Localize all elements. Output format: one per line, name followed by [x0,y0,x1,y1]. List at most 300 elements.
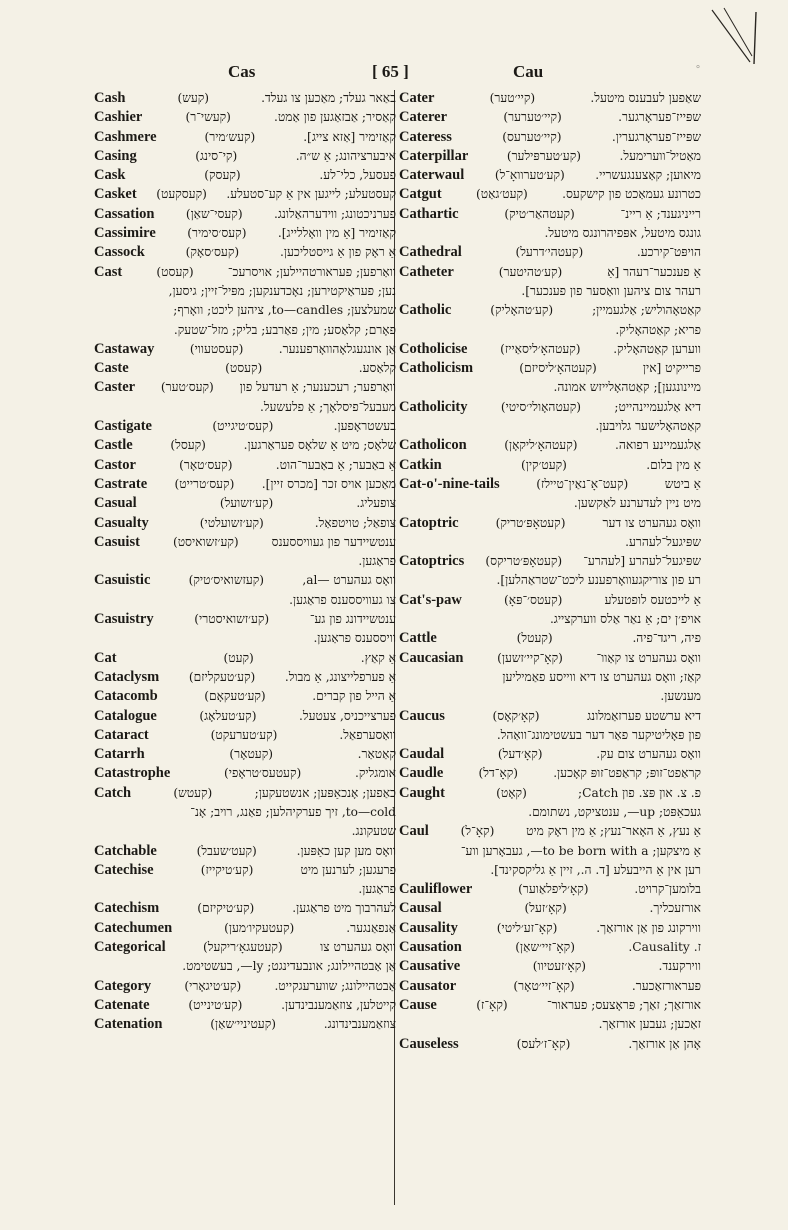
entry-headword: Catechise [94,861,154,878]
entry-definition-continued: מיט ניין לעדערנע לאַקשען. [573,496,701,511]
entry-definition-continued: קאַז; וואָס געהערט צו דיא ווייסע פאַמיליען [502,669,701,684]
entry-headword: Catholicity [399,398,468,415]
entry-definition: קאַזימיר [אַ מין וואָללייג]. [277,226,396,241]
entry-pronunciation: (קאָ׳דעל) [497,747,543,762]
dictionary-entry [399,340,701,359]
entry-first-line [94,263,396,282]
entry-definition: ענטשיידונג פון גע־ [309,612,396,627]
entry-headword: Caudle [399,765,444,782]
entry-definition-continued: אַ מיצקען; to be born with a—, געבאָרען ווע־ [460,843,701,858]
dictionary-entry [94,243,396,262]
entry-definition-continued: to—cold, זיך פערקיהלען; פאַנג, רויב; אָנ־ [190,804,396,819]
entry-headword: Cathedral [399,244,462,261]
entry-first-line [94,514,396,533]
dictionary-entry [94,224,396,243]
entry-pronunciation: (קעסט) [225,361,263,376]
entry-first-line [94,494,396,513]
entry-definition: קאַזימיר [אַזא צייג]. [303,129,396,144]
entry-definition: ענטשיידער פון געוויססענס [271,534,396,549]
entry-definition: פערצייכניס, צעטעל. [299,708,396,723]
entry-headword: Caterer [399,109,448,126]
entry-headword: Catholicon [399,437,467,454]
dictionary-entry [94,726,396,745]
entry-definition-continued: גונגס מיטעל, אפּפיהרונגס מיטעל. [544,226,701,241]
entry-first-line [399,938,701,957]
entry-definition: פיה, ריגד־פיה. [632,631,701,646]
entry-definition: קלאַסע. [358,361,396,376]
entry-pronunciation: (קעטעקיו׳מען) [224,920,295,935]
dictionary-entry [399,899,701,918]
entry-headword: Caught [399,784,445,801]
dictionary-entry [94,745,396,764]
dictionary-entry [94,687,396,706]
entry-definition: צוזאַמענבינדונג. [323,1017,396,1032]
entry-definition: לעהרבוך מיט פראַגען. [292,901,396,916]
right-guide-word: Cau [513,62,544,81]
entry-pronunciation: (קאָ־זע׳ליטי) [496,920,558,935]
entry-pronunciation: (קע׳זשועלטי) [199,515,264,530]
entry-definition-continued: שפּיגעל־לעהרע. [625,534,701,549]
entry-definition-continued: וויססענס פראַגען. [313,631,396,646]
right-column [399,89,701,1054]
entry-first-line [94,436,396,455]
entry-definition: דיא ערשטע פערזאַמלונג [587,708,701,723]
entry-pronunciation: (קאָ־ז) [476,997,508,1012]
entry-pronunciation: (קעטהי׳דרעל) [515,245,584,260]
entry-headword: Casuistic [94,572,151,589]
entry-first-line [399,205,701,224]
dictionary-entry [399,919,701,938]
dictionary-entry [94,919,396,938]
entry-pronunciation: (קאָ־ז׳לעס) [516,1036,571,1051]
entry-first-line [399,514,701,533]
entry-definition: אַנפאַנגער. [346,920,396,935]
entry-definition: וואַרפען; פעראורטהיילען; אויסרעכ־ [227,264,396,279]
entry-pronunciation: (קיי׳טערער) [503,110,562,125]
dictionary-entry [399,436,701,455]
entry-definition: אַ הייל פון קברים. [312,689,396,704]
entry-headword: Caterpillar [399,147,469,164]
entry-pronunciation: (קעס׳סימיר) [187,226,247,241]
entry-definition-continued: רעהר צום ציהען וואַסער פון פענכער]. [521,283,701,298]
entry-first-line [399,957,701,976]
dictionary-entry [94,514,396,533]
entry-pronunciation: (קע׳טעקאָם) [204,689,266,704]
entry-pronunciation: (קע׳טיקיזם) [197,901,255,916]
entry-pronunciation: (קעטהאָולי׳סיטי) [500,399,581,414]
entry-definition: וואַרפער; רעכענער; אַ רעדעל פון [239,380,396,395]
entry-headword: Cotholicise [399,340,468,357]
entry-definition: כאַפען; אָנכאַפּען; אנשטעקען; [254,785,396,800]
entry-definition: קייטלען, צוזאַמענבינדען. [281,997,396,1012]
entry-first-line [94,610,396,629]
entry-pronunciation: (קעסט) [156,264,194,279]
dictionary-entry [94,764,396,783]
entry-definition: מאַכען אויס זכר [מכרס זיין]. [261,476,396,491]
corner-ink-mark [710,6,770,66]
entry-definition: הויפּט־קירכע. [636,245,701,260]
entry-definition: פ. צ. און פּצ. פון Catch; [578,785,701,800]
entry-first-line [94,861,396,880]
entry-headword: Catchable [94,842,157,859]
entry-pronunciation: (קעשי־ר) [185,110,231,125]
entry-definition-continued: געכאַפּט; up—, ענטציקט, נשתומם. [528,804,701,819]
entry-pronunciation: (קעטהאָ׳ליסאַייז) [500,341,581,356]
entry-first-line [399,185,701,204]
entry-headword: Castaway [94,340,155,357]
entry-first-line [399,591,701,610]
entry-headword: Catacomb [94,688,158,705]
dictionary-entry [399,745,701,764]
entry-first-line [399,475,701,494]
entry-first-line [399,899,701,918]
entry-definition-continued: פריא; קאַטהאָליק. [615,322,701,337]
dictionary-entry [399,552,701,591]
entry-headword: Cassation [94,205,155,222]
entry-definition: אַ באַבער; אַ באַבער־הוט. [275,457,396,472]
entry-pronunciation: (קאָ־זיי׳טאָר) [513,978,575,993]
dictionary-entry [94,166,396,185]
entry-definition: בעשטראָפען. [333,419,396,434]
entry-first-line [399,166,701,185]
entry-definition: אומגליק. [355,766,396,781]
entry-first-line [94,243,396,262]
entry-first-line [94,571,396,590]
entry-pronunciation: (קי־סינג) [195,148,238,163]
entry-first-line [94,224,396,243]
dictionary-entry [94,494,396,513]
entry-pronunciation: (קיי׳טערעס) [502,129,562,144]
entry-first-line [399,340,701,359]
dictionary-entry [94,185,396,204]
entry-pronunciation: (קעסקעט) [156,187,207,202]
entry-headword: Cause [399,996,437,1013]
dictionary-entry [94,417,396,436]
dictionary-entry [94,108,396,127]
dictionary-entry [399,707,701,746]
entry-definition-continued: מיינונגען]; קאַטהאָלייזש אמונה. [553,380,701,395]
entry-headword: Cashmere [94,128,157,145]
dictionary-entry [94,996,396,1015]
entry-headword: Catheter [399,263,454,280]
entry-headword: Caterwaul [399,167,465,184]
entry-pronunciation: (קעט) [223,650,254,665]
entry-definition-continued: מעבעל־פיסלאָך; אַ פלעשעל. [259,399,396,414]
entry-definition: אָהן אַן אורזאַך. [628,1036,701,1051]
entry-first-line [399,745,701,764]
dictionary-entry [94,707,396,726]
entry-first-line [399,263,701,282]
entry-headword: Castigate [94,418,152,435]
entry-pronunciation: (קעטהאָ׳ליקאָן) [504,438,578,453]
dictionary-entry [94,1015,396,1034]
entry-first-line [94,764,396,783]
entry-headword: Catholicism [399,360,474,377]
running-header [90,58,700,86]
entry-definition: פרייקיט [אין [642,361,701,376]
entry-headword: Catoptrics [399,553,465,570]
entry-definition: אַלגעמיינע רפואה. [615,438,701,453]
entry-definition: קאַטאַר. [357,747,396,762]
entry-headword: Causator [399,977,457,994]
entry-definition: אַ פערפלייצונג, אַ מבול. [284,669,396,684]
entry-definition-continued: צו געוויססענס פראַגען. [289,592,396,607]
entry-definition: מיאוען; קאַצענגעשריי. [595,168,701,183]
entry-first-line [94,649,396,668]
entry-definition-continued: פון פּאָליטיקער פאַר דער בעשטימונג־וואַהל. [496,727,701,742]
entry-first-line [399,128,701,147]
dictionary-entry [399,957,701,976]
dictionary-entry [94,668,396,687]
entry-headword: Catenation [94,1016,163,1033]
entry-first-line [94,417,396,436]
entry-first-line [94,938,396,957]
entry-definition: אַ נעץ, אַ האָאר־נעץ; אַ מין ראָק מיט [526,824,701,839]
entry-first-line [399,243,701,262]
entry-first-line [94,919,396,938]
entry-pronunciation: (קע׳טעקליזם) [188,669,256,684]
entry-pronunciation: (קע׳טיגאָרי) [184,978,242,993]
entry-pronunciation: (קעט׳קין) [521,457,567,472]
entry-headword: Catechism [94,900,160,917]
entry-definition-continued: פראַגען. [358,554,396,569]
dictionary-entry [94,938,396,977]
entry-first-line [94,128,396,147]
dictionary-entry [399,1035,701,1054]
entry-definition: כטרונע געמאַכט פון קישקעס. [562,187,701,202]
entry-pronunciation: (קעטאָפּ׳טריקס) [485,554,563,569]
entry-headword: Category [94,977,152,994]
entry-first-line [94,996,396,1015]
dictionary-entry [399,166,701,185]
dictionary-entry [94,456,396,475]
entry-definition-continued: אויפ׳ן ים; אַ נאַר אַלס ווערקצייג. [549,612,701,627]
entry-first-line [94,745,396,764]
entry-pronunciation: (קעטש) [173,785,213,800]
entry-pronunciation: (קעס׳סאָק) [185,245,240,260]
dictionary-entry [399,89,701,108]
dictionary-entry [399,128,701,147]
dictionary-entry [94,340,396,359]
entry-pronunciation: (קעסק) [204,168,241,183]
dictionary-entry [399,822,701,880]
entry-first-line [94,475,396,494]
entry-first-line [94,456,396,475]
entry-headword: Catalogue [94,707,157,724]
entry-first-line [399,996,701,1015]
dictionary-entry [94,89,396,108]
dictionary-entry [399,475,701,514]
entry-first-line [94,977,396,996]
entry-first-line [94,707,396,726]
entry-headword: Cater [399,90,435,106]
dictionary-entry [399,996,701,1035]
entry-first-line [399,649,701,668]
page-number: [ 65 ] [372,62,409,81]
entry-first-line [399,89,701,108]
entry-first-line [94,89,396,108]
entry-definition: שאַפען לעבענס מיטעל. [590,91,701,105]
entry-first-line [399,436,701,455]
entry-first-line [399,301,701,320]
entry-headword: Causeless [399,1035,459,1052]
entry-first-line [94,359,396,378]
entry-definition: קאַטאָהוליש; אַלגעמיין; [592,303,701,318]
entry-definition-continued: קאַטהאָלישער גלויבען. [595,419,701,434]
entry-headword: Catechumen [94,919,173,936]
dictionary-entry [94,784,396,842]
entry-definition: אַן אונגעגלאָהוואָרפענער. [278,341,396,356]
entry-definition: וואָס געהערט צום עק. [596,747,701,762]
entry-definition-continued: רען אין אַ הייבעלע [ד. ה., זיין אַ גליקסקינד]. [490,862,701,877]
entry-definition-continued: נען; פעראַיקטירען; נאָכדענקען; מפּיל־זיין; גיסען, [168,283,396,298]
entry-headword: Catoptric [399,514,459,531]
entry-pronunciation: (קעטאָר) [229,747,273,762]
entry-first-line [94,1015,396,1034]
entry-first-line [94,185,396,204]
entry-pronunciation: (קע׳טיקייז) [200,862,254,877]
entry-pronunciation: (קע׳טערעקט) [210,727,278,742]
entry-headword: Cattle [399,630,437,647]
entry-pronunciation: (קעטעס׳טראָפי) [224,766,302,781]
dictionary-entry [94,378,396,417]
entry-definition: אַ לייכטעס לופטעלע [604,592,701,607]
entry-first-line [399,784,701,803]
entry-definition: אורזעכליך. [649,901,701,916]
entry-first-line [399,108,701,127]
entry-headword: Cateress [399,128,452,145]
entry-headword: Caucus [399,707,445,724]
dictionary-entry [94,571,396,610]
dictionary-entry [94,205,396,224]
entry-pronunciation: (קעסל) [170,438,206,453]
entry-definition: וואַסערפאַל. [339,727,396,742]
entry-definition: רייניגענד; אַ ריינ־ [620,206,701,221]
entry-headword: Cat-o'-nine-tails [399,475,500,492]
entry-definition: קעסטעלע; לייגען אין אַ קע־סטעלע. [226,187,396,202]
dictionary-entry [94,842,396,861]
entry-first-line [94,340,396,359]
entry-pronunciation: (קע׳טינייט) [188,997,243,1012]
entry-pronunciation: (קאָ־ל) [460,824,495,839]
entry-headword: Catastrophe [94,765,171,782]
entry-headword: Catarrh [94,746,145,763]
entry-definition-continued: רע פון צוריקגעוואָרפענע ליכט־שטראַהלען]. [496,573,701,588]
margin-smudge: ° [696,64,700,75]
entry-headword: Cauliflower [399,881,473,898]
entry-pronunciation: (קאָ׳קאָס) [492,708,540,723]
entry-definition: שפּיגעל־לעהרע [לעהרע־ [583,554,701,569]
entry-first-line [399,629,701,648]
entry-pronunciation: (קאָ־זיי׳שאַן) [515,940,575,955]
entry-pronunciation: (קעש׳מיר) [204,129,256,144]
dictionary-entry [399,649,701,707]
dictionary-entry [399,591,701,630]
entry-first-line [94,726,396,745]
entry-definition: קאַסיר; אַבזאַגען פון אַמט. [274,110,396,125]
entry-pronunciation: (קעס׳טרייט) [174,476,235,491]
entry-pronunciation: (קעטל) [516,631,553,646]
entry-pronunciation: (קעטאָפּ׳טריק) [495,515,566,530]
entry-definition: דיא אַלגעמיינהייט; [614,399,701,414]
entry-pronunciation: (קעס׳טער) [160,380,214,395]
entry-pronunciation: (קעסי־שאַן) [185,206,243,221]
entry-first-line [399,456,701,475]
entry-pronunciation: (קעטעגאָ׳ריקעל) [203,940,283,955]
entry-first-line [399,147,701,166]
entry-definition: שפּייז־פעראָרגער. [618,110,701,125]
entry-pronunciation: (קאָ׳זעל) [524,901,567,916]
entry-pronunciation: (קעטהאַר׳טיק) [504,206,575,221]
entry-headword: Causality [399,919,458,936]
entry-first-line [94,784,396,803]
dictionary-entry [399,205,701,244]
entry-pronunciation: (קאָ־קיי׳זשען) [497,650,563,665]
entry-definition: אַ פענכער־רעהר [אַ [607,264,701,279]
entry-pronunciation: (קעט׳שעבל) [196,843,257,858]
entry-first-line [399,398,701,417]
entry-pronunciation: (קעזשואיס׳טיק) [188,573,265,588]
dictionary-entry [94,128,396,147]
entry-definition: אַ קאַץ. [360,650,396,665]
entry-definition-continued: שמעלצען; to—candles, ציהען ליכט; וואָרף; [173,303,396,318]
dictionary-entry [94,475,396,494]
entry-headword: Cast [94,263,123,280]
entry-pronunciation: (קע׳זשועל) [219,496,274,511]
entry-definition: פערניכטונג; ווידערהאַלונג. [273,206,396,221]
entry-headword: Caste [94,360,129,377]
entry-pronunciation: (קע׳טערוואָ־ל) [494,168,565,183]
entry-definition-continued: זאַכען; געבען אורזאַך. [598,1017,701,1032]
dictionary-entry [399,108,701,127]
entry-pronunciation: (קעט׳גאַט) [476,187,528,202]
entry-headword: Causal [399,900,442,917]
entry-headword: Casuist [94,533,140,550]
entry-definition: פרעגען; לערנען מיט [300,862,396,877]
dictionary-entry [399,938,701,957]
entry-definition: באַאר געלד; מאַכען צו געלד. [261,91,396,105]
dictionary-entry [399,185,701,204]
entry-pronunciation: (קאָט) [496,785,527,800]
entry-definition-continued: שטעקונג. [351,824,396,839]
entry-headword: Cashier [94,109,143,126]
entry-headword: Caudal [399,746,445,763]
entry-definition-continued: מענשען. [660,689,701,704]
entry-pronunciation: (קעטהאָ׳ליסיזם) [519,361,597,376]
entry-first-line [94,108,396,127]
dictionary-entry [94,861,396,900]
dictionary-entry [399,398,701,437]
entry-headword: Catholic [399,302,452,319]
entry-headword: Cat's-paw [399,591,462,608]
entry-headword: Catkin [399,456,442,473]
entry-headword: Causative [399,958,461,975]
entry-pronunciation: (קע׳זשואיסטרי) [194,612,270,627]
entry-first-line [94,668,396,687]
dictionary-entry [399,629,701,648]
entry-definition-continued: פאָרם; קלאַסע; מין; פאַרבע; בליק; מזל־שטעק. [173,322,396,337]
dictionary-entry [399,359,701,398]
entry-first-line [94,899,396,918]
dictionary-entry [399,301,701,340]
entry-headword: Cassimire [94,225,156,242]
dictionary-entry [94,977,396,996]
entry-headword: Caucasian [399,649,464,666]
dictionary-entry [399,784,701,823]
entry-first-line [399,764,701,783]
entry-headword: Castor [94,456,136,473]
entry-definition: פעסעל, כלי־לע. [319,168,396,183]
